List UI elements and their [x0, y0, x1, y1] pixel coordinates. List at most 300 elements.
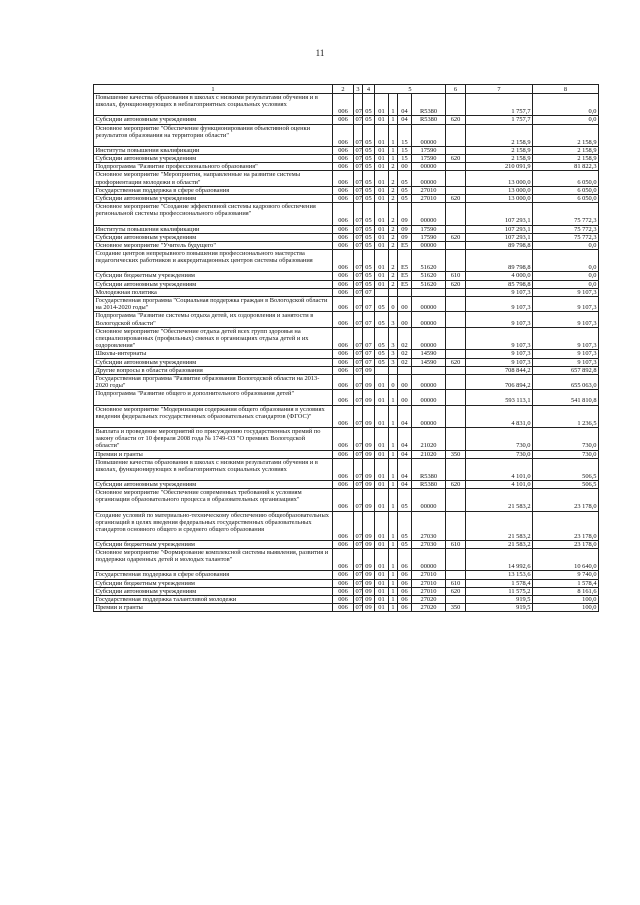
program-code-cell: 01: [375, 280, 389, 288]
event-code-cell: 04: [398, 116, 412, 124]
value-col8-cell: 9 107,3: [533, 327, 599, 350]
direction-code-cell: 00000: [412, 375, 446, 390]
direction-code-cell: 00000: [412, 203, 446, 225]
value-col7-cell: 14 992,6: [466, 549, 533, 571]
ministry-code-cell: 006: [333, 195, 354, 203]
section-code-cell: 07: [354, 489, 363, 511]
expense-type-code-cell: 350: [446, 450, 466, 458]
value-col8-cell: 0,0: [533, 280, 599, 288]
value-col7-cell: 4 831,0: [466, 405, 533, 427]
program-code-cell: 01: [375, 241, 389, 249]
table-row: [94, 549, 599, 571]
value-col8-cell: 6 050,0: [533, 171, 599, 186]
section-code-cell: 07: [355, 288, 362, 296]
ministry-code-cell: 006: [333, 124, 354, 146]
expense-type-code-cell: [446, 549, 466, 571]
event-code-cell: 02: [398, 358, 412, 366]
program-code-cell: 01: [375, 163, 389, 171]
ministry-code-cell: 006: [333, 375, 354, 390]
value-col7-cell: 9 107,3: [466, 312, 533, 327]
expense-type-code-cell: [446, 241, 466, 249]
row-name-cell: Субсидии автономным учреждениям: [94, 481, 333, 489]
row-name-cell: Государственная программа "Развитие образования Вологодской области на 2013-2020 годы": [94, 375, 333, 390]
program-code-cell: 01: [375, 186, 389, 194]
ministry-code-cell: 006: [333, 405, 354, 427]
event-code-cell: 09: [398, 203, 412, 225]
section-code-cell: 07: [354, 458, 363, 480]
direction-code-cell: 00000: [412, 390, 446, 405]
section-code-cell: 07: [355, 116, 362, 124]
event-code-cell: 09: [398, 233, 412, 241]
subsection-code-cell: 09: [363, 405, 375, 427]
subsection-code-cell: 07: [363, 358, 375, 366]
direction-code-cell: 51620: [412, 250, 446, 272]
program-code-cell: 01: [375, 272, 389, 280]
header-col-7: 7: [466, 85, 533, 94]
program-code-cell: 01: [375, 450, 389, 458]
event-code-cell: [398, 288, 412, 296]
value-col8-cell: 10 640,0: [533, 549, 599, 571]
direction-code-cell: 27010: [412, 571, 446, 579]
expense-type-code-cell: [446, 489, 466, 511]
ministry-code-cell: 006: [333, 233, 354, 241]
value-col7-cell: 730,0: [466, 427, 533, 450]
subsection-code-cell: 09: [363, 511, 375, 540]
table-row: [94, 604, 599, 612]
value-col7-cell: 2 158,9: [466, 146, 533, 154]
table-row: [94, 241, 599, 249]
direction-code-cell: 00000: [412, 124, 446, 146]
expense-type-code-cell: [446, 297, 466, 312]
header-col-6: 6: [446, 85, 466, 94]
section-code-cell: 07: [354, 427, 363, 450]
direction-code-cell: 00000: [412, 241, 446, 249]
value-col7-cell: 21 583,2: [466, 540, 533, 548]
row-name-cell: Основное мероприятие "Мероприятия, направленные на развитие системы профориентации молодежи в области": [94, 171, 333, 186]
direction-code-cell: 00000: [412, 171, 446, 186]
table-row: [94, 596, 599, 604]
row-name-cell: Подпрограмма "Развитие профессионального образования": [94, 163, 333, 171]
expense-type-code-cell: 620: [446, 358, 466, 366]
value-col7-cell: 1 757,7: [466, 94, 533, 116]
value-col7-cell: 210 091,9: [466, 163, 533, 171]
value-col7-cell: 21 583,2: [466, 511, 533, 540]
table-row: [94, 116, 599, 124]
expense-type-code-cell: [446, 124, 466, 146]
row-name-cell: Субсидии автономным учреждениям: [94, 233, 333, 241]
subprogram-code-cell: 1: [389, 405, 398, 427]
program-code-cell: 05: [375, 350, 389, 358]
row-name-cell: Субсидии автономным учреждениям: [94, 155, 333, 163]
section-code-cell: 07: [354, 94, 363, 116]
program-code-cell: 01: [375, 511, 389, 540]
expense-type-code-cell: [446, 327, 466, 350]
expense-type-code-cell: [446, 511, 466, 540]
section-code-cell: 07: [355, 350, 362, 358]
subprogram-code-cell: 2: [389, 171, 398, 186]
direction-code-cell: 17590: [412, 155, 446, 163]
program-code-cell: 01: [375, 124, 389, 146]
subprogram-code-cell: 3: [389, 327, 398, 350]
value-col7-cell: 13 000,0: [466, 186, 533, 194]
expense-type-code-cell: [446, 596, 466, 604]
section-code-cell: 07: [354, 297, 363, 312]
direction-code-cell: 00000: [412, 405, 446, 427]
section-code-cell: 07: [354, 250, 363, 272]
ministry-code-cell: 006: [333, 604, 354, 612]
subsection-code-cell: 09: [363, 540, 375, 548]
value-col8-cell: 23 178,0: [533, 511, 599, 540]
expense-type-code-cell: [446, 146, 466, 154]
expense-type-code-cell: [446, 390, 466, 405]
section-code-cell: 07: [355, 481, 362, 489]
program-code-cell: 01: [375, 250, 389, 272]
subsection-code-cell: 05: [363, 203, 375, 225]
program-code-cell: 01: [375, 481, 389, 489]
section-code-cell: 07: [354, 327, 363, 350]
value-col7-cell: 9 107,3: [466, 288, 533, 296]
ministry-code-cell: 006: [333, 427, 354, 450]
section-code-cell: 07: [355, 163, 362, 171]
row-name-cell: Подпрограмма "Развитие общего и дополнительного образования детей": [94, 390, 333, 405]
value-col8-cell: 9 107,3: [533, 358, 599, 366]
value-col7-cell: 919,5: [466, 604, 533, 612]
table-row: [94, 540, 599, 548]
event-code-cell: 06: [398, 579, 412, 587]
event-code-cell: 15: [398, 146, 412, 154]
ministry-code-cell: 006: [333, 171, 354, 186]
value-col8-cell: 6 050,0: [533, 186, 599, 194]
value-col7-cell: 1 578,4: [466, 579, 533, 587]
program-code-cell: 01: [375, 596, 389, 604]
ministry-code-cell: 006: [333, 579, 354, 587]
event-code-cell: 02: [398, 327, 412, 350]
subsection-code-cell: 05: [363, 241, 375, 249]
row-name-cell: Премии и гранты: [94, 604, 333, 612]
table-row: [94, 272, 599, 280]
program-code-cell: 01: [375, 116, 389, 124]
subprogram-code-cell: 2: [389, 233, 398, 241]
value-col8-cell: 75 772,3: [533, 225, 599, 233]
value-col7-cell: 9 107,3: [466, 327, 533, 350]
subsection-code-cell: 05: [363, 225, 375, 233]
subprogram-code-cell: 1: [389, 450, 398, 458]
subprogram-code-cell: 1: [389, 481, 398, 489]
table-row: [94, 171, 599, 186]
section-code-cell: 07: [355, 195, 362, 203]
header-col-2: 2: [333, 85, 354, 94]
expense-type-code-cell: [446, 225, 466, 233]
row-name-cell: Основное мероприятие "Обеспечение современных требований к условиям организации образовательного процесса в образовательных организациях": [94, 489, 333, 511]
row-name-cell: Институты повышения квалификации: [94, 146, 333, 154]
subsection-code-cell: 09: [363, 596, 375, 604]
value-col7-cell: 1 757,7: [466, 116, 533, 124]
subsection-code-cell: 05: [363, 146, 375, 154]
direction-code-cell: 00000: [412, 549, 446, 571]
ministry-code-cell: 006: [333, 481, 354, 489]
value-col7-cell: 11 575,2: [466, 587, 533, 595]
expense-type-code-cell: [446, 186, 466, 194]
subsection-code-cell: 09: [363, 390, 375, 405]
subprogram-code-cell: 2: [389, 225, 398, 233]
value-col7-cell: 89 798,8: [466, 241, 533, 249]
subsection-code-cell: 09: [363, 458, 375, 480]
ministry-code-cell: 006: [333, 366, 354, 374]
subsection-code-cell: 09: [363, 366, 375, 374]
event-code-cell: 09: [398, 225, 412, 233]
event-code-cell: E5: [398, 280, 412, 288]
value-col7-cell: 706 894,2: [466, 375, 533, 390]
section-code-cell: 07: [355, 587, 362, 595]
event-code-cell: 00: [398, 163, 412, 171]
ministry-code-cell: 006: [333, 203, 354, 225]
subsection-code-cell: 05: [363, 186, 375, 194]
direction-code-cell: 27020: [412, 596, 446, 604]
row-name-cell: Субсидии бюджетным учреждениям: [94, 272, 333, 280]
event-code-cell: 06: [398, 604, 412, 612]
ministry-code-cell: 006: [333, 146, 354, 154]
direction-code-cell: [412, 288, 446, 296]
row-name-cell: Субсидии автономным учреждениям: [94, 280, 333, 288]
ministry-code-cell: 006: [333, 312, 354, 327]
table-row: [94, 405, 599, 427]
value-col8-cell: 0,0: [533, 241, 599, 249]
section-code-cell: 07: [355, 571, 362, 579]
direction-code-cell: 17590: [412, 146, 446, 154]
ministry-code-cell: 006: [333, 549, 354, 571]
ministry-code-cell: 006: [333, 489, 354, 511]
subprogram-code-cell: 1: [389, 155, 398, 163]
value-col7-cell: 4 101,0: [466, 481, 533, 489]
subprogram-code-cell: 2: [389, 203, 398, 225]
subsection-code-cell: 09: [363, 604, 375, 612]
subsection-code-cell: 09: [363, 579, 375, 587]
ministry-code-cell: 006: [333, 163, 354, 171]
direction-code-cell: R5380: [412, 116, 446, 124]
value-col8-cell: 9 740,0: [533, 571, 599, 579]
direction-code-cell: 00000: [412, 312, 446, 327]
event-code-cell: 06: [398, 587, 412, 595]
header-col-8: 8: [533, 85, 599, 94]
event-code-cell: 05: [398, 511, 412, 540]
event-code-cell: 06: [398, 596, 412, 604]
table-row: [94, 280, 599, 288]
program-code-cell: 01: [375, 171, 389, 186]
expense-type-code-cell: [446, 458, 466, 480]
value-col8-cell: 9 107,3: [533, 288, 599, 296]
expense-type-code-cell: [446, 163, 466, 171]
section-code-cell: 07: [354, 390, 363, 405]
subprogram-code-cell: 1: [389, 579, 398, 587]
program-code-cell: 01: [375, 155, 389, 163]
value-col8-cell: 1 236,5: [533, 405, 599, 427]
table-row: [94, 587, 599, 595]
direction-code-cell: 21020: [412, 427, 446, 450]
direction-code-cell: 27010: [412, 195, 446, 203]
row-name-cell: Основное мероприятие "Формирование комплексной системы выявления, развития и поддержки одаренных детей и молодых талантов": [94, 549, 333, 571]
row-name-cell: Субсидии автономным учреждениям: [94, 195, 333, 203]
program-code-cell: 01: [375, 604, 389, 612]
subsection-code-cell: 05: [363, 171, 375, 186]
section-code-cell: 07: [354, 124, 363, 146]
subprogram-code-cell: 2: [389, 241, 398, 249]
section-code-cell: 07: [355, 225, 362, 233]
subsection-code-cell: 07: [363, 288, 375, 296]
row-name-cell: Государственная поддержка талантливой молодежи: [94, 596, 333, 604]
ministry-code-cell: 006: [333, 241, 354, 249]
event-code-cell: 15: [398, 124, 412, 146]
ministry-code-cell: 006: [333, 596, 354, 604]
subprogram-code-cell: 1: [389, 489, 398, 511]
subsection-code-cell: 05: [363, 272, 375, 280]
expense-type-code-cell: [446, 171, 466, 186]
subsection-code-cell: 05: [363, 280, 375, 288]
header-col-4: 4: [363, 85, 375, 94]
direction-code-cell: 00000: [412, 297, 446, 312]
table-row: [94, 489, 599, 511]
ministry-code-cell: 006: [333, 571, 354, 579]
row-name-cell: Создание условий по материально-техническому обеспечению общеобразовательных организаций в целях введения федеральных государственных образовательных стандартов основного общего и среднего общего образования: [94, 511, 333, 540]
table-row: [94, 124, 599, 146]
ministry-code-cell: 006: [333, 250, 354, 272]
event-code-cell: 04: [398, 458, 412, 480]
table-row: [94, 390, 599, 405]
subprogram-code-cell: 2: [389, 195, 398, 203]
subprogram-code-cell: 1: [389, 124, 398, 146]
event-code-cell: E5: [398, 272, 412, 280]
row-name-cell: Подпрограмма "Развитие системы отдыха детей, их оздоровления и занятости в Вологодской области": [94, 312, 333, 327]
event-code-cell: 00: [398, 375, 412, 390]
row-name-cell: Основное мероприятие "Обеспечение функционирования объективной оценки результатов образования на территории области": [94, 124, 333, 146]
value-col8-cell: 2 158,9: [533, 124, 599, 146]
section-code-cell: 07: [355, 233, 362, 241]
row-name-cell: Государственная поддержка в сфере образования: [94, 186, 333, 194]
subsection-code-cell: 05: [363, 155, 375, 163]
value-col8-cell: 541 810,8: [533, 390, 599, 405]
section-code-cell: 07: [355, 579, 362, 587]
value-col8-cell: 100,0: [533, 596, 599, 604]
row-name-cell: Другие вопросы в области образования: [94, 366, 333, 374]
subsection-code-cell: 05: [363, 124, 375, 146]
section-code-cell: 07: [355, 450, 362, 458]
program-code-cell: [375, 288, 389, 296]
row-name-cell: Институты повышения квалификации: [94, 225, 333, 233]
header-col-5: 5: [375, 85, 446, 94]
ministry-code-cell: 006: [333, 155, 354, 163]
event-code-cell: 05: [398, 195, 412, 203]
event-code-cell: 05: [398, 186, 412, 194]
program-code-cell: 05: [375, 312, 389, 327]
value-col7-cell: 919,5: [466, 596, 533, 604]
page-number: 11: [315, 48, 325, 58]
value-col8-cell: 23 178,0: [533, 540, 599, 548]
program-code-cell: 01: [375, 195, 389, 203]
program-code-cell: 01: [375, 579, 389, 587]
program-code-cell: 05: [375, 297, 389, 312]
budget-table: [93, 84, 599, 612]
value-col7-cell: 13 000,0: [466, 195, 533, 203]
subsection-code-cell: 09: [363, 481, 375, 489]
table-row: [94, 225, 599, 233]
subprogram-code-cell: 1: [389, 571, 398, 579]
ministry-code-cell: 006: [333, 280, 354, 288]
event-code-cell: 00: [398, 312, 412, 327]
section-code-cell: 07: [355, 540, 362, 548]
section-code-cell: 07: [355, 596, 362, 604]
value-col7-cell: 730,0: [466, 450, 533, 458]
direction-code-cell: 17590: [412, 225, 446, 233]
expense-type-code-cell: [446, 571, 466, 579]
direction-code-cell: 27030: [412, 511, 446, 540]
expense-type-code-cell: 620: [446, 155, 466, 163]
subsection-code-cell: 05: [363, 163, 375, 171]
subsection-code-cell: 07: [363, 312, 375, 327]
value-col8-cell: 506,5: [533, 481, 599, 489]
value-col7-cell: 708 844,2: [466, 366, 533, 374]
subsection-code-cell: 09: [363, 375, 375, 390]
subprogram-code-cell: 3: [389, 358, 398, 366]
direction-code-cell: 00000: [412, 327, 446, 350]
table-row: [94, 571, 599, 579]
table-row: [94, 250, 599, 272]
value-col8-cell: 75 772,3: [533, 203, 599, 225]
direction-code-cell: 27010: [412, 186, 446, 194]
subsection-code-cell: 07: [363, 350, 375, 358]
event-code-cell: 04: [398, 481, 412, 489]
ministry-code-cell: 006: [333, 288, 354, 296]
section-code-cell: 07: [354, 511, 363, 540]
value-col8-cell: 0,0: [533, 116, 599, 124]
direction-code-cell: 14590: [412, 358, 446, 366]
value-col7-cell: 107 293,1: [466, 203, 533, 225]
value-col8-cell: 1 578,4: [533, 579, 599, 587]
subsection-code-cell: 07: [363, 297, 375, 312]
program-code-cell: 01: [375, 233, 389, 241]
expense-type-code-cell: [446, 366, 466, 374]
section-code-cell: 07: [354, 203, 363, 225]
ministry-code-cell: 006: [333, 390, 354, 405]
row-name-cell: Повышение качества образования в школах с низкими результатами обучения и в школах, функционирующих в неблагоприятных социальных условиях: [94, 94, 333, 116]
table-row: [94, 297, 599, 312]
program-code-cell: 05: [375, 358, 389, 366]
ministry-code-cell: 006: [333, 350, 354, 358]
row-name-cell: Премии и гранты: [94, 450, 333, 458]
event-code-cell: 05: [398, 489, 412, 511]
value-col7-cell: 85 798,8: [466, 280, 533, 288]
subsection-code-cell: 07: [363, 327, 375, 350]
direction-code-cell: 51620: [412, 280, 446, 288]
value-col8-cell: 9 107,3: [533, 297, 599, 312]
row-name-cell: Основное мероприятие "Создание эффективной системы кадрового обеспечения региональной системы профессионального образования": [94, 203, 333, 225]
expense-type-code-cell: 620: [446, 116, 466, 124]
subprogram-code-cell: 3: [389, 350, 398, 358]
value-col7-cell: 4 101,0: [466, 458, 533, 480]
subprogram-code-cell: 2: [389, 280, 398, 288]
value-col7-cell: 13 000,0: [466, 171, 533, 186]
value-col8-cell: 0,0: [533, 250, 599, 272]
value-col8-cell: 730,0: [533, 427, 599, 450]
subprogram-code-cell: 2: [389, 186, 398, 194]
subsection-code-cell: 05: [363, 233, 375, 241]
value-col7-cell: 4 000,0: [466, 272, 533, 280]
value-col8-cell: 0,0: [533, 94, 599, 116]
subprogram-code-cell: 1: [389, 94, 398, 116]
program-code-cell: [375, 366, 389, 374]
table-row: [94, 155, 599, 163]
direction-code-cell: [412, 366, 446, 374]
ministry-code-cell: 006: [333, 587, 354, 595]
value-col8-cell: 81 822,3: [533, 163, 599, 171]
